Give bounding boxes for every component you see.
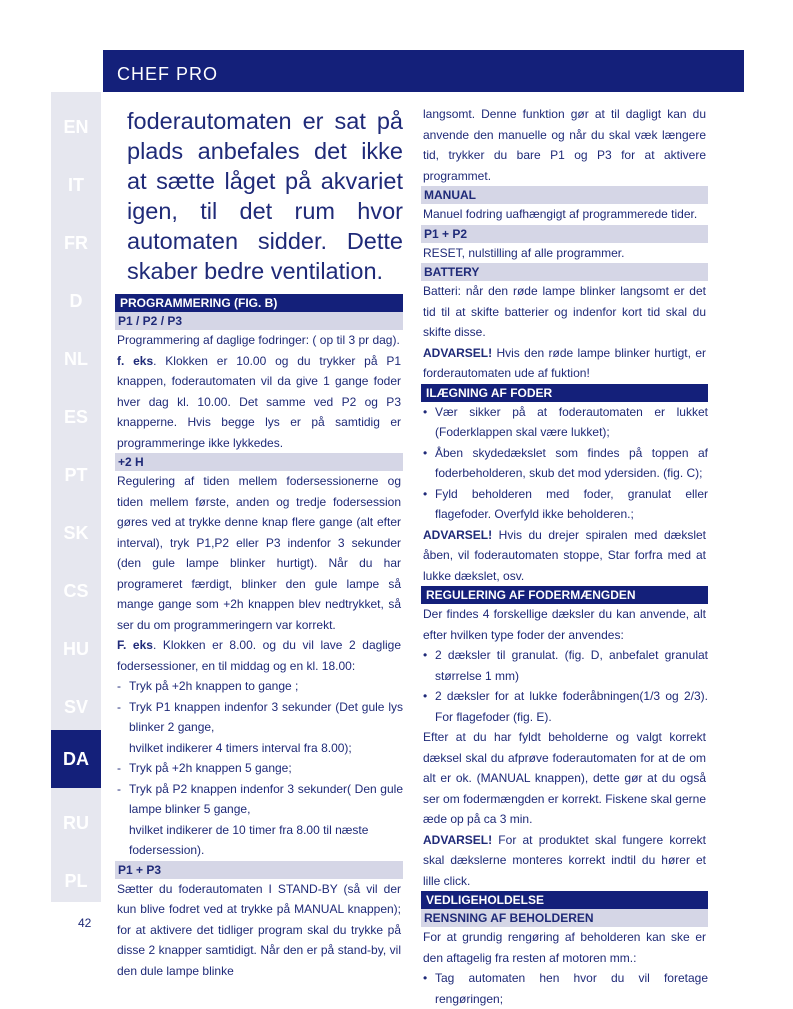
- regulering-text: Der findes 4 forskellige dæksler du kan anvende, alt efter hvilken type foder der anvendes:: [423, 607, 706, 642]
- intro-text: foderautomaten er sat på plads anbefales det ikke at sætte låget på akvariet igen, til det rum hvor automaten sidder. Dette skaber bedre ventilation.: [127, 108, 403, 284]
- ilaegning-heading: ILÆGNING AF FODER: [421, 384, 708, 402]
- p1p3-subheading: P1 + P3: [115, 861, 403, 879]
- continued-text: langsomt. Denne funktion gør at til dagligt kan du anvende den manuelle og når du skal væk længere tid, trykker du bare P1 og P3 for at aktivere programmet.: [423, 107, 706, 183]
- lang-tab-d[interactable]: D: [69, 291, 83, 311]
- dash-item-continuation: hvilket indikerer de 10 timer fra 8.00 til næste fodersession).: [129, 822, 369, 857]
- right-column: [421, 104, 708, 1009]
- rensning-text: For at grundig rengøring af beholderen kan ske er den aftagelig fra resten af motoren mm.:: [423, 930, 706, 965]
- bullet-item: • 2 dæksler for at lukke foderåbningen(1/3 og 2/3). For flagefoder (fig. E).: [423, 689, 708, 724]
- p1p3-text: Sætter du foderautomaten I STAND-BY (så vil der kun blive fodret ved at trykke på MANUAL knappen); for at aktivere det tidliger program skal du trykke på disse 2 knapper samtidigt. Når den er på stand-by, vil den dule lampe blinke: [117, 881, 401, 978]
- bullet-item: • Tag automaten hen hvor du vil foretage rengøringen;: [423, 971, 708, 1006]
- header-title: CHEF PRO: [117, 64, 219, 84]
- rensning-subheading: RENSNING AF BEHOLDEREN: [421, 909, 708, 927]
- p123-text: Programmering af daglige fodringer: ( op til 3 pr dag).: [117, 333, 400, 347]
- lang-tab-en[interactable]: EN: [63, 117, 89, 137]
- dash-item: - Tryk på +2h knappen to gange ;: [117, 679, 299, 693]
- left-column: [115, 106, 403, 981]
- lang-tab-it[interactable]: IT: [68, 175, 84, 195]
- lang-tab-sk[interactable]: SK: [63, 523, 89, 543]
- header-bar: [103, 50, 744, 92]
- dash-item: - Tryk P1 knappen indenfor 3 sekunder (Det gule lys blinker 2 gange,: [117, 699, 403, 734]
- battery-subheading: BATTERY: [421, 263, 708, 281]
- example-2-text: . Klokken er 8.00. og du vil lave 2 daglige fodersessioner, en til middag og en kl. 18.00:: [117, 638, 401, 673]
- example-1-text: . Klokken er 10.00 og du trykker på P1 knappen, foderautomaten vil da give 1 gange foder hver dag kl. 10.00. Det samme ved P2 og P3 knapperne. Hvis begge lys er på samtidig er programmeringe ikke lykkedes.: [117, 353, 401, 450]
- regulering-text-2: Efter at du har fyldt beholderne og valgt korrekt dæksel skal du afprøve foderautomaten for at de om alt er ok. (MANUAL knappen), dette gør at du også ser om fodermængden er korrekt. Fiskene skal gerne æde op på ca 3 min.: [423, 730, 706, 826]
- manual-text: Manuel fodring uafhængigt af programmerede tider.: [423, 207, 698, 221]
- ilaegning-warning: ADVARSEL! Hvis du drejer spiralen med dækslet åben, vil foderautomaten stoppe, Star forfra med at lukke dækslet, osv.: [423, 527, 706, 583]
- dash-item-continuation: hvilket indikerer 4 timers interval fra 8.00);: [129, 740, 352, 755]
- battery-text: Batteri: når den røde lampe blinker langsomt er det tid til at skifte batterier og indenfor kort tid skal du skifte disse.: [423, 284, 706, 339]
- example-1-label: f. eks: [117, 353, 154, 368]
- page-number: 42: [78, 916, 92, 930]
- plus2h-text: Regulering af tiden mellem fodersessionerne og tiden mellem første, anden og tredje fodersession gøres ved at trykke denne knap flere gange (alt efter interval), tryk P1,P2 eller P3 indenfor 3 sekunder (den gule lampe blinker hurtigt). Når du har programeret færdigt, blinker den gule lampe så mange gange som +2h knappen blev nedtrykket, så ser du om programmeringern var korrekt.: [117, 474, 401, 632]
- regulering-warning: ADVARSEL! For at produktet skal fungere korrekt skal dækslerne monteres korrekt indtil du hører et lille click.: [423, 832, 706, 888]
- programmering-heading: PROGRAMMERING (FIG. B): [115, 294, 403, 312]
- p1p2-text: RESET, nulstilling af alle programmer.: [423, 245, 625, 260]
- language-sidebar: [51, 92, 101, 902]
- lang-tab-cs[interactable]: CS: [63, 581, 89, 601]
- p1p2-subheading: P1 + P2: [421, 225, 708, 243]
- regulering-heading: REGULERING AF FODERMÆNGDEN: [421, 586, 708, 604]
- bullet-item: • Vær sikker på at foderautomaten er lukket (Foderklappen skal være lukket);: [423, 404, 708, 439]
- plus2h-subheading: +2 H: [115, 453, 403, 471]
- battery-warning: ADVARSEL! Hvis den røde lampe blinker hurtigt, er forderautomaten ude af fuktion!: [423, 345, 706, 380]
- lang-tab-ru[interactable]: RU: [63, 813, 89, 833]
- lang-tab-nl[interactable]: NL: [64, 349, 88, 369]
- dash-item: - Tryk på P2 knappen indenfor 3 sekunder( Den gule lampe blinker 5 gange,: [117, 781, 403, 816]
- example-2-label: F. eks: [117, 638, 153, 652]
- lang-tab-da-active[interactable]: DA: [51, 730, 101, 788]
- bullet-item: • 2 dæksler til granulat. (fig. D, anbefalet granulat størrelse 1 mm): [423, 648, 708, 683]
- example-2: [115, 635, 403, 676]
- manual-subheading: MANUAL: [421, 186, 708, 204]
- lang-tab-fr[interactable]: FR: [64, 233, 88, 253]
- dash-item: - Tryk på +2h knappen 5 gange;: [117, 761, 292, 775]
- p123-subheading: P1 / P2 / P3: [115, 312, 403, 330]
- bullet-item: • Åben skydedækslet som findes på toppen af foderbeholderen, skub det mod ydersiden. (fig. C);: [423, 445, 708, 480]
- lang-tab-sv[interactable]: SV: [63, 697, 88, 717]
- lang-tab-hu[interactable]: HU: [63, 639, 89, 659]
- lang-tab-es[interactable]: ES: [63, 407, 88, 427]
- lang-tab-pl[interactable]: PL: [64, 871, 88, 891]
- example-1: [115, 351, 403, 454]
- lang-tab-pt[interactable]: PT: [64, 465, 88, 485]
- bullet-item: • Fyld beholderen med foder, granulat eller flagefoder. Overfyld ikke beholderen.;: [423, 486, 708, 521]
- vedligeholdelse-heading: VEDLIGEHOLDELSE: [421, 891, 708, 909]
